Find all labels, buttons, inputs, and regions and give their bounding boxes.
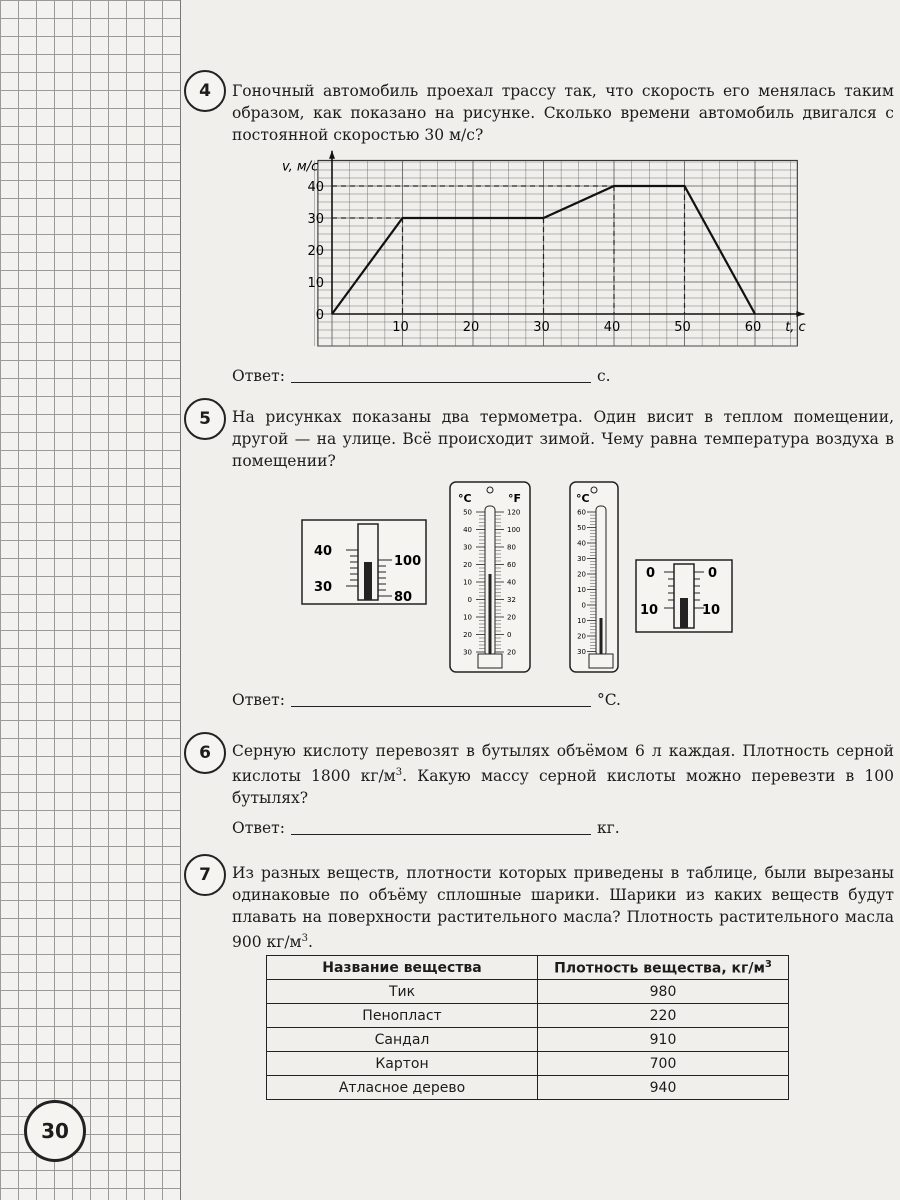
substance-name: Атласное дерево: [267, 1076, 538, 1100]
scale-label: 10: [463, 613, 472, 622]
answer-label: Ответ:: [232, 691, 285, 709]
scale-label: 100: [507, 526, 521, 534]
zoom2-left-top: 0: [646, 566, 656, 581]
header-name: Название вещества: [267, 956, 538, 980]
scale-label: 30: [463, 648, 472, 657]
answer-line[interactable]: [291, 818, 591, 835]
scale-label: 50: [577, 524, 586, 532]
y-tick-label: 30: [307, 212, 324, 227]
table-row: [267, 980, 789, 1004]
scale-label: 32: [507, 596, 516, 604]
substance-name: Пенопласт: [267, 1004, 538, 1028]
table-row: [267, 1052, 789, 1076]
thermo1-unit-c: °C: [458, 492, 472, 505]
table-row: [267, 1028, 789, 1052]
scale-label: 20: [507, 648, 516, 657]
task-7-text-part1: Из разных веществ, плотности которых приведены в таблице, были вырезаны одинаковые по объёму сплошные шарики. Шарики из каких веществ будут плавать на поверхности растительного масла? Плотность растительного масла 900 кг/м: [232, 864, 894, 952]
task-number-4: 4: [184, 70, 226, 112]
x-tick-label: 10: [392, 320, 409, 335]
thermo2-unit-c: °C: [576, 492, 590, 505]
substance-density: 980: [538, 980, 789, 1004]
task-4-answer: [232, 366, 611, 385]
y-tick-label: 0: [315, 308, 324, 323]
y-tick-label: 10: [307, 276, 324, 291]
x-tick-label: 50: [674, 320, 691, 335]
zoom2-right-bottom: 10: [702, 603, 721, 618]
task-5-text: На рисунках показаны два термометра. Один висит в теплом помещении, другой — на улице. Всё происходит зимой. Чему равна температура воздуха в помещении?: [232, 408, 894, 470]
thermometer-2-zoom: [636, 560, 732, 632]
x-tick-label: 20: [462, 320, 480, 335]
task-6-text-part2: . Какую массу серной кислоты можно перевезти в 100 бутылях?: [232, 767, 894, 808]
zoom2-right-top: 0: [708, 566, 718, 581]
zoom1-right-top: 100: [394, 554, 422, 569]
scale-label: 30: [577, 555, 586, 563]
answer-line[interactable]: [291, 366, 591, 383]
answer-label: Ответ:: [232, 819, 285, 837]
scale-label: 20: [507, 613, 516, 622]
y-tick-label: 20: [307, 244, 324, 259]
scale-label: 40: [507, 578, 516, 587]
velocity-chart: [200, 140, 806, 370]
scale-label: 60: [577, 508, 586, 517]
answer-unit: с.: [596, 367, 611, 385]
task-7-sup: 3: [301, 933, 308, 944]
scale-label: 30: [577, 648, 586, 656]
thermometer-1: [450, 482, 530, 672]
scale-label: 20: [463, 561, 472, 569]
substance-density: 910: [538, 1028, 789, 1052]
table-row: [267, 1076, 789, 1100]
zoom1-right-bottom: 80: [394, 590, 413, 605]
header-density-text: Плотность вещества, кг/м: [554, 960, 765, 977]
scale-label: 0: [581, 601, 586, 610]
y-tick-label: 40: [307, 180, 324, 195]
header-density: [538, 956, 789, 980]
scale-label: 20: [463, 631, 472, 639]
thermometers-figure: [190, 480, 890, 700]
scale-label: 0: [467, 596, 472, 604]
substance-density: 700: [538, 1052, 789, 1076]
substance-name: Тик: [267, 980, 538, 1004]
answer-unit: кг.: [596, 819, 620, 837]
scale-label: 10: [577, 617, 586, 625]
substance-name: Картон: [267, 1052, 538, 1076]
x-tick-label: 60: [744, 320, 762, 335]
task-number-5: 5: [184, 398, 226, 440]
task-6-text-part1: Серную кислоту перевозят в бутылях объёмом 6 л каждая. Плотность серной кислоты 1800 кг/м: [232, 742, 894, 786]
scale-label: 60: [507, 561, 516, 569]
table-row: [267, 1004, 789, 1028]
scale-label: 30: [463, 543, 472, 552]
task-4-text: Гоночный автомобиль проехал трассу так, что скорость его менялась таким образом, как показано на рисунке. Сколько времени автомобиль двигался с постоянной скоростью 30 м/с?: [232, 82, 894, 144]
scale-label: 40: [463, 526, 472, 534]
x-axis-arrow: [796, 311, 804, 317]
substance-name: Сандал: [267, 1028, 538, 1052]
substance-density: 220: [538, 1004, 789, 1028]
scale-label: 20: [577, 632, 586, 641]
thermometer-2: [570, 482, 618, 672]
x-tick-label: 30: [533, 320, 550, 335]
task-7-text-part2: .: [307, 933, 313, 952]
thermo1-unit-f: °F: [508, 492, 522, 505]
y-axis-label: v, м/с: [282, 159, 319, 175]
task-5-answer: [232, 690, 621, 709]
density-table: [266, 955, 789, 1100]
scale-label: 120: [507, 508, 521, 517]
scale-label: 40: [577, 539, 586, 548]
scale-label: 0: [507, 631, 512, 639]
answer-line[interactable]: [291, 690, 591, 707]
scale-label: 50: [463, 508, 472, 517]
scale-label: 80: [507, 543, 516, 552]
y-axis-arrow: [329, 151, 335, 159]
task-7-text: [232, 862, 894, 953]
thermometer-1-zoom: [302, 520, 426, 605]
page-number: 30: [24, 1100, 86, 1162]
zoom1-left-top: 40: [314, 544, 333, 559]
scale-label: 20: [577, 570, 586, 579]
zoom2-left-bottom: 10: [640, 603, 659, 618]
substance-density: 940: [538, 1076, 789, 1100]
task-6-answer: [232, 818, 620, 837]
answer-label: Ответ:: [232, 367, 285, 385]
header-density-sup: 3: [764, 958, 772, 970]
task-number-7: 7: [184, 854, 226, 896]
scale-label: 10: [463, 578, 472, 587]
task-number-6: 6: [184, 732, 226, 774]
x-tick-label: 40: [603, 320, 621, 335]
answer-unit: °C.: [596, 691, 621, 709]
grid-margin: [0, 0, 181, 1200]
task-6-sup: 3: [395, 767, 403, 778]
zoom1-left-bottom: 30: [314, 580, 333, 595]
task-6-text: [232, 740, 894, 809]
x-axis-label: t, с: [785, 320, 806, 335]
scale-label: 10: [577, 586, 586, 594]
